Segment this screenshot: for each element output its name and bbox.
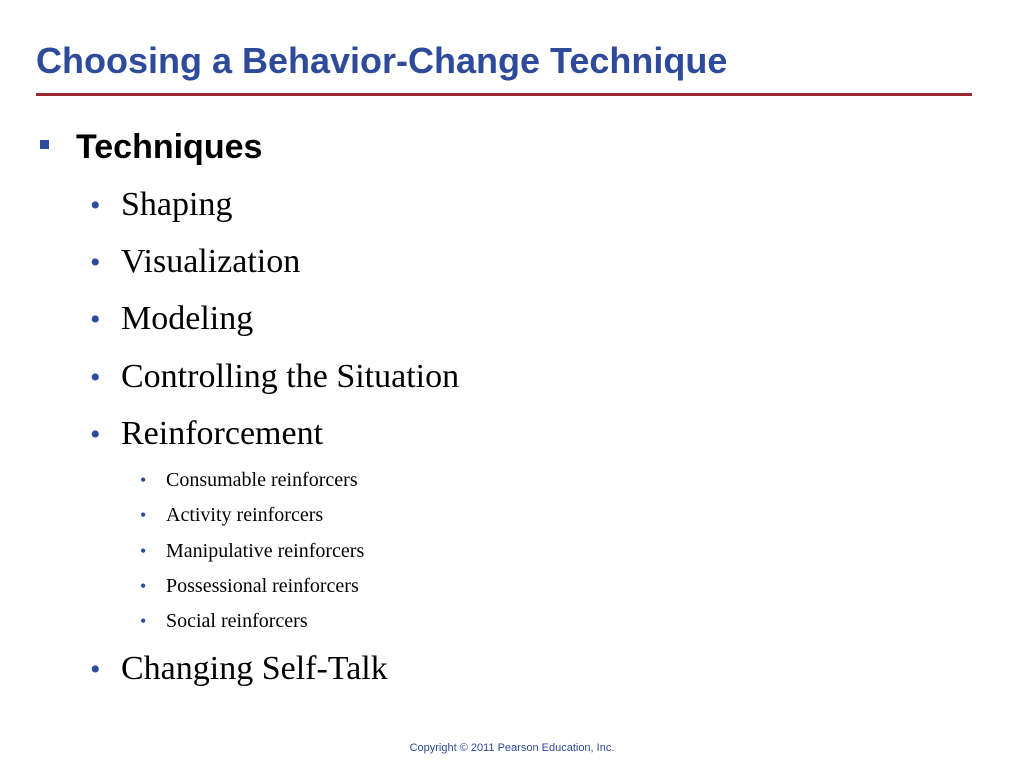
bullet-icon: • <box>90 246 101 279</box>
sub-list-item <box>140 469 358 492</box>
bullet-icon: • <box>90 303 101 336</box>
list-item-label: Visualization <box>121 243 301 280</box>
sub-list-item-label: Activity reinforcers <box>166 504 324 526</box>
list-item-label: Reinforcement <box>121 415 324 452</box>
list-item <box>90 243 300 281</box>
list-item-label: Shaping <box>121 186 233 223</box>
list-item <box>90 415 323 453</box>
heading-techniques <box>40 128 262 167</box>
bullet-icon: • <box>140 470 147 490</box>
list-item <box>90 186 232 224</box>
bullet-icon: • <box>140 541 147 561</box>
bullet-icon: • <box>90 189 101 222</box>
bullet-icon: • <box>140 576 147 596</box>
title-divider <box>36 93 972 96</box>
sub-list-item-label: Social reinforcers <box>166 610 308 632</box>
list-item <box>90 650 388 688</box>
sub-list-item-label: Consumable reinforcers <box>166 469 358 491</box>
list-item-label: Changing Self-Talk <box>121 650 388 687</box>
sub-list-item-label: Possessional reinforcers <box>166 575 359 597</box>
copyright-notice: Copyright © 2011 Pearson Education, Inc. <box>409 742 615 754</box>
sub-list-item <box>140 575 359 598</box>
square-bullet-icon <box>40 140 49 149</box>
sub-list-item <box>140 540 364 563</box>
list-item <box>90 358 459 396</box>
list-item-label: Modeling <box>121 300 254 337</box>
bullet-icon: • <box>90 418 101 451</box>
sub-list-item <box>140 610 308 633</box>
bullet-icon: • <box>90 361 101 394</box>
heading-label: Techniques <box>76 128 263 166</box>
list-item-label: Controlling the Situation <box>121 358 460 395</box>
bullet-icon: • <box>140 505 147 525</box>
slide-title: Choosing a Behavior-Change Technique <box>36 40 728 81</box>
sub-list-item <box>140 504 323 527</box>
bullet-icon: • <box>140 611 147 631</box>
list-item <box>90 300 253 338</box>
bullet-icon: • <box>90 653 101 686</box>
sub-list-item-label: Manipulative reinforcers <box>166 540 365 562</box>
